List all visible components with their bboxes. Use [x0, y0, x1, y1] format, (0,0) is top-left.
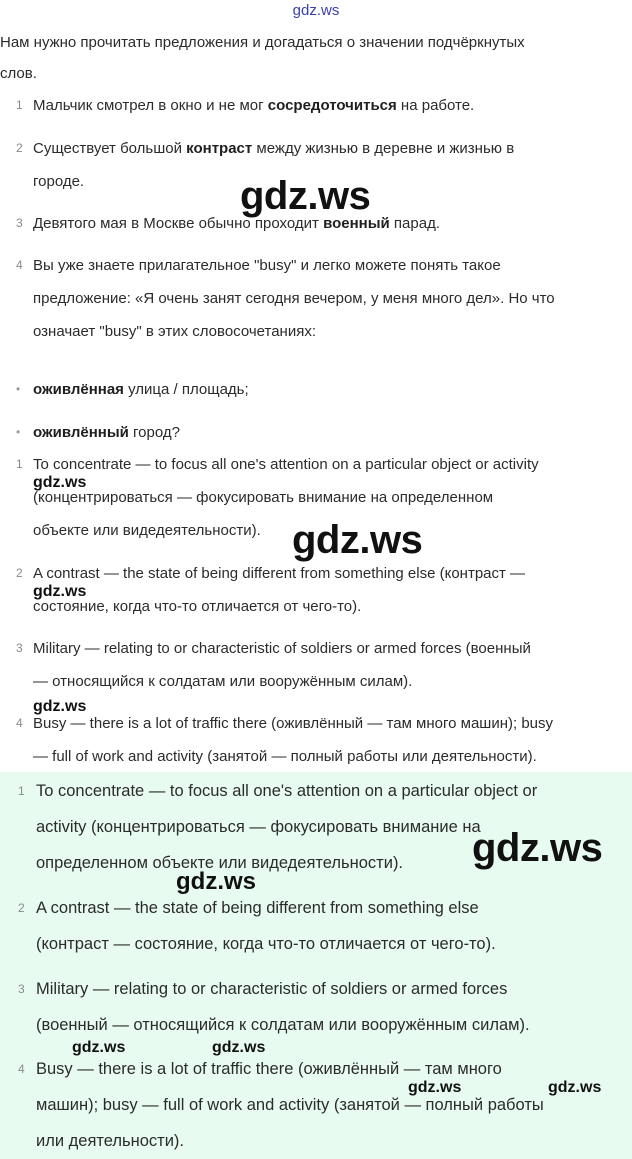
bullet-icon: • [16, 425, 21, 439]
answer-text: A contrast — the state of being different from something else (контраст — [33, 565, 526, 582]
answer-number: 3 [16, 641, 23, 655]
watermark: gdz.ws [33, 474, 87, 491]
bullet-item: оживлённая улица / площадь; [33, 381, 249, 398]
answer-text: Military — relating to or characteristic of soldiers or armed forces (военный [33, 640, 531, 657]
task-number: 1 [16, 98, 23, 112]
answer-text: машин); busy — full of work and activity (занятой — полный работы [36, 1096, 544, 1114]
watermark: gdz.ws [408, 1079, 462, 1096]
answer-number: 2 [16, 566, 23, 580]
answer-number: 1 [18, 784, 25, 798]
watermark: gdz.ws [33, 583, 87, 600]
watermark: gdz.ws [472, 826, 603, 870]
task-text: Существует большой контраст между жизнью в деревне и жизнью в [33, 140, 515, 157]
task-text: Девятого мая в Москве обычно проходит военный парад. [33, 215, 440, 232]
task-text: предложение: «Я очень занят сегодня вечером, у меня много дел». Но что [33, 290, 555, 307]
answer-number: 4 [18, 1062, 25, 1076]
watermark: gdz.ws [240, 174, 371, 218]
answer-text: состояние, когда что-то отличается от чего-то). [33, 598, 362, 615]
answer-text: activity (концентрироваться — фокусировать внимание на [36, 818, 481, 836]
answer-text: объекте или видедеятельности). [33, 522, 261, 539]
answer-number: 4 [16, 716, 23, 730]
underlined-word: сосредоточиться [267, 97, 397, 114]
underlined-word: оживлённый [33, 424, 129, 441]
watermark: gdz.ws [548, 1079, 602, 1096]
task-number: 4 [16, 258, 23, 272]
answer-text: Busy — there is a lot of traffic there (оживлённый — там много машин); busy [33, 715, 554, 732]
answer-text: — full of work and activity (занятой — полный работы или деятельности). [33, 748, 537, 765]
underlined-word: военный [323, 215, 390, 232]
task-number: 3 [16, 216, 23, 230]
answer-text: (контраст — состояние, когда что-то отличается от чего-то). [36, 935, 496, 953]
answer-text: — относящийся к солдатам или вооружённым силам). [33, 673, 413, 690]
intro-line-1: Нам нужно прочитать предложения и догадаться о значении подчёркнутых [0, 34, 525, 51]
intro-line-2: слов. [0, 65, 37, 82]
watermark: gdz.ws [212, 1039, 266, 1056]
watermark: gdz.ws [72, 1039, 126, 1056]
task-text: Мальчик смотрел в окно и не мог сосредоточиться на работе. [33, 97, 475, 114]
bullet-item: оживлённый город? [33, 424, 180, 441]
answer-text: определенном объекте или видедеятельности). [36, 854, 404, 872]
answer-number: 1 [16, 457, 23, 471]
answer-text: To concentrate — to focus all one's attention on a particular object or activity [33, 456, 539, 473]
watermark: gdz.ws [33, 698, 87, 715]
answer-text: Busy — there is a lot of traffic there (оживлённый — там много [36, 1060, 502, 1078]
underlined-word: оживлённая [33, 381, 124, 398]
task-text: означает "busy" в этих словосочетаниях: [33, 323, 317, 340]
answer-text: (военный — относящийся к солдатам или вооружённым силам). [36, 1016, 530, 1034]
watermark: gdz.ws [292, 518, 423, 562]
underlined-word: контраст [186, 140, 253, 157]
answer-number: 3 [18, 982, 25, 996]
task-number: 2 [16, 141, 23, 155]
answer-text: A contrast — the state of being different from something else [36, 899, 479, 917]
task-text: Вы уже знаете прилагательное "busy" и легко можете понять такое [33, 257, 501, 274]
answer-text: или деятельности). [36, 1132, 185, 1150]
top-watermark: gdz.ws [292, 2, 340, 19]
answer-text: (концентрироваться — фокусировать внимание на определенном [33, 489, 494, 506]
task-text: городе. [33, 173, 85, 190]
bullet-icon: • [16, 382, 21, 396]
answer-number: 2 [18, 901, 25, 915]
watermark: gdz.ws [176, 868, 257, 895]
answer-text: Military — relating to or characteristic of soldiers or armed forces [36, 980, 508, 998]
answer-text: To concentrate — to focus all one's attention on a particular object or [36, 782, 538, 800]
